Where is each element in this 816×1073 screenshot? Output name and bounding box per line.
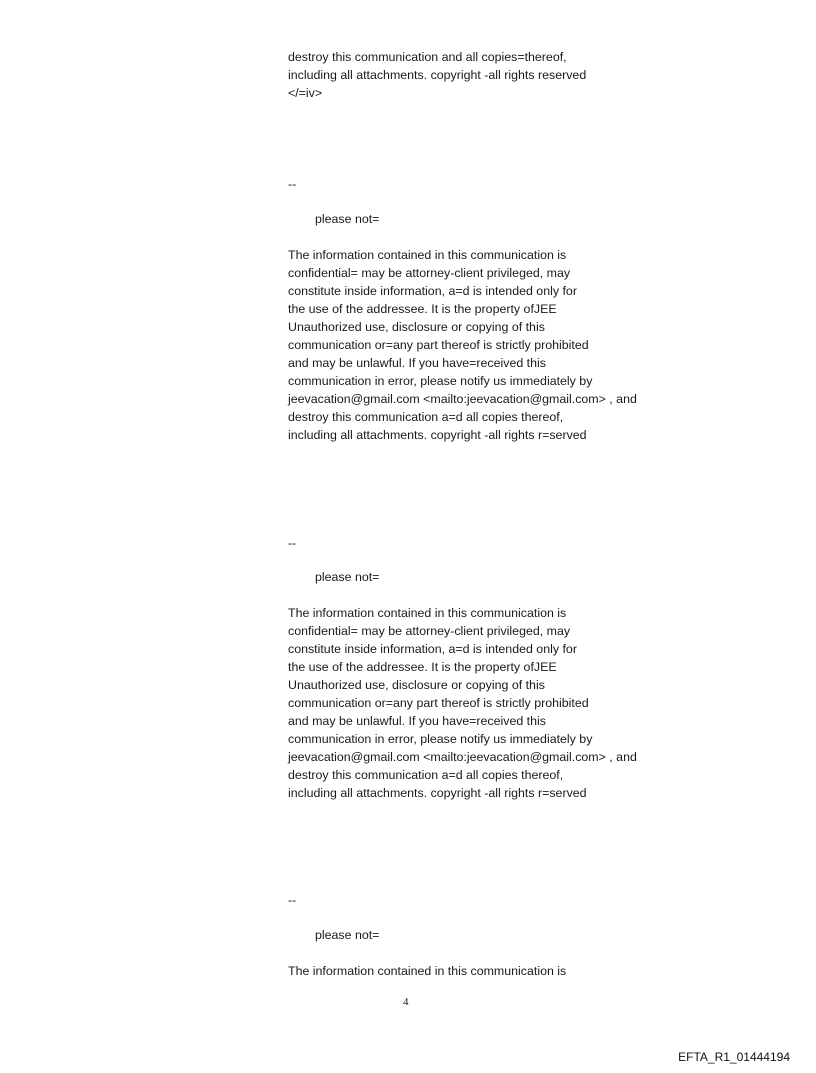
text-line: constitute inside information, a=d is intended only for	[288, 642, 577, 656]
text-line: The information contained in this communication is	[288, 248, 567, 262]
text-line: Unauthorized use, disclosure or copying of this	[288, 678, 545, 692]
disclaimer-block	[288, 604, 708, 802]
page-number: 4	[403, 996, 409, 1008]
text-line: jeevacation@gmail.com <mailto:jeevacation@gmail.com> , and	[288, 750, 637, 764]
bates-number: EFTA_R1_01444194	[678, 1050, 790, 1064]
text-line: The information contained in this communication is	[288, 606, 567, 620]
text-line: the use of the addressee. It is the property ofJEE	[288, 660, 557, 674]
text-line: confidential= may be attorney-client privileged, may	[288, 266, 571, 280]
text-line: and may be unlawful. If you have=received this	[288, 356, 546, 370]
please-note-label: please not=	[315, 212, 380, 226]
text-line: confidential= may be attorney-client privileged, may	[288, 624, 571, 638]
separator-dash: --	[288, 536, 297, 550]
text-line: Unauthorized use, disclosure or copying of this	[288, 320, 545, 334]
text-line: jeevacation@gmail.com <mailto:jeevacation@gmail.com> , and	[288, 392, 637, 406]
text-line: constitute inside information, a=d is intended only for	[288, 284, 577, 298]
text-line: The information contained in this communication is	[288, 964, 567, 978]
text-line: destroy this communication and all copies=thereof,	[288, 50, 567, 64]
text-line: the use of the addressee. It is the property ofJEE	[288, 302, 557, 316]
separator-dash: --	[288, 893, 297, 907]
disclaimer-block	[288, 246, 708, 444]
top-text-block	[288, 48, 708, 102]
text-line: destroy this communication a=d all copies thereof,	[288, 768, 564, 782]
text-line: including all attachments. copyright -all rights reserved	[288, 68, 587, 82]
text-line: </=iv>	[288, 86, 323, 100]
separator-dash: --	[288, 177, 297, 191]
text-line: communication or=any part thereof is strictly prohibited	[288, 696, 589, 710]
text-line: including all attachments. copyright -all rights r=served	[288, 428, 587, 442]
text-line: communication in error, please notify us immediately by	[288, 732, 593, 746]
text-line: communication in error, please notify us immediately by	[288, 374, 593, 388]
text-line: destroy this communication a=d all copies thereof,	[288, 410, 564, 424]
please-note-label: please not=	[315, 928, 380, 942]
text-line: including all attachments. copyright -all rights r=served	[288, 786, 587, 800]
text-line: communication or=any part thereof is strictly prohibited	[288, 338, 589, 352]
please-note-label: please not=	[315, 570, 380, 584]
disclaimer-block	[288, 962, 708, 980]
text-line: and may be unlawful. If you have=received this	[288, 714, 546, 728]
